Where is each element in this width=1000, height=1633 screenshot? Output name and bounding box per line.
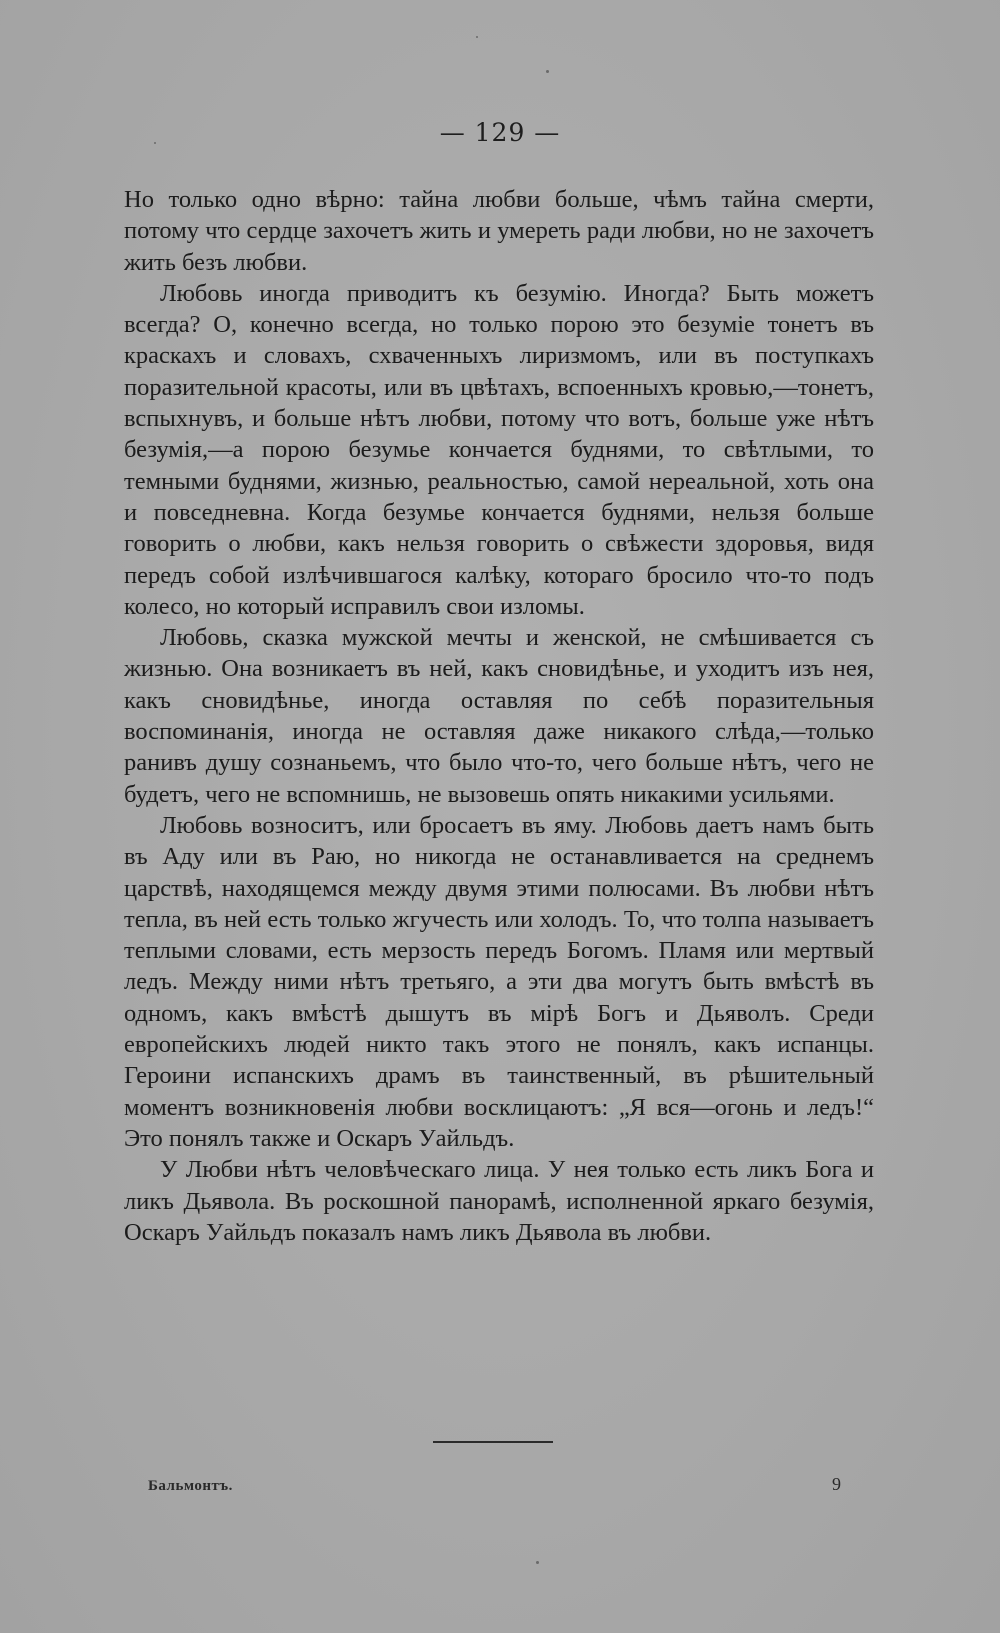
footer-author: Бальмонтъ. — [148, 1478, 233, 1494]
section-divider — [433, 1441, 553, 1443]
paragraph-4: Любовь возноситъ, или бросаетъ въ яму. Любовь даетъ намъ быть въ Аду или въ Раю, но никогда не останавливается на среднемъ царствѣ, находящемся между двумя этими полюсами. Въ любви нѣтъ тепла, въ ней есть только жгучесть или холодъ. То, что толпа называетъ теплыми словами, есть мерзость передъ Богомъ. Пламя или мертвый ледъ. Между ними нѣтъ третьяго, а эти два могутъ быть вмѣстѣ въ одномъ, какъ вмѣстѣ дышутъ въ мірѣ Богъ и Дьяволъ. Среди европейскихъ людей никто такъ этого не понялъ, какъ испанцы. Героини испанскихъ драмъ въ таинственный, въ рѣшительный моментъ возникновенія любви восклицаютъ: „Я вся—огонь и ледъ!“ Это понялъ также и Оскаръ Уайльдъ. — [124, 811, 874, 1152]
page-number: — 129 — — [439, 118, 561, 147]
paragraph-5: У Любви нѣтъ человѣческаго лица. У нея только есть ликъ Бога и ликъ Дьявола. Въ роскошной панорамѣ, исполненной яркаго безумія, Оскаръ Уайльдъ показалъ намъ ликъ Дьявола въ любви. — [124, 1156, 874, 1246]
paper-speck — [154, 142, 156, 144]
paragraph-3: Любовь, сказка мужской мечты и женской, не смѣшивается съ жизнью. Она возникаетъ въ ней, какъ сновидѣнье, и уходитъ изъ нея, какъ сновидѣнье, иногда оставляя по себѣ поразительныя воспоминанія, иногда не оставляя даже никакого слѣда,—только ранивъ душу сознаньемъ, что было что-то, чего больше нѣтъ, чего не будетъ, чего не вспомнишь, не вызовешь опять никакими усильями. — [124, 624, 874, 808]
signature-mark: 9 — [832, 1474, 841, 1494]
paper-speck — [476, 36, 478, 38]
paragraph-1: Но только одно вѣрно: тайна любви больше, чѣмъ тайна смерти, потому что сердце захочетъ жить и умереть ради любви, но не захочетъ жить безъ любви. — [124, 186, 874, 276]
paper-speck — [546, 70, 549, 73]
paper-speck — [536, 1561, 539, 1564]
paragraph-2: Любовь иногда приводитъ къ безумію. Иногда? Быть можетъ всегда? О, конечно всегда, но только порою это безуміе тонетъ въ краскахъ и словахъ, схваченныхъ лиризмомъ, или въ поступкахъ поразительной красоты, или въ цвѣтахъ, вспоенныхъ кровью,—тонетъ, вспыхнувъ, и больше нѣтъ любви, потому что вотъ, больше уже нѣтъ безумія,—а порою безумье кончается буднями, то свѣтлыми, то темными буднями, жизнью, реальностью, самой нереальной, хоть она и повседневна. Когда безумье кончается буднями, нельзя больше говорить о любви, какъ нельзя говорить о свѣжести здоровья, видя передъ собой излѣчившагося калѣку, котораго бросило что-то подъ колесо, но который исправилъ свои изломы. — [124, 279, 874, 620]
body-text — [124, 184, 874, 1248]
